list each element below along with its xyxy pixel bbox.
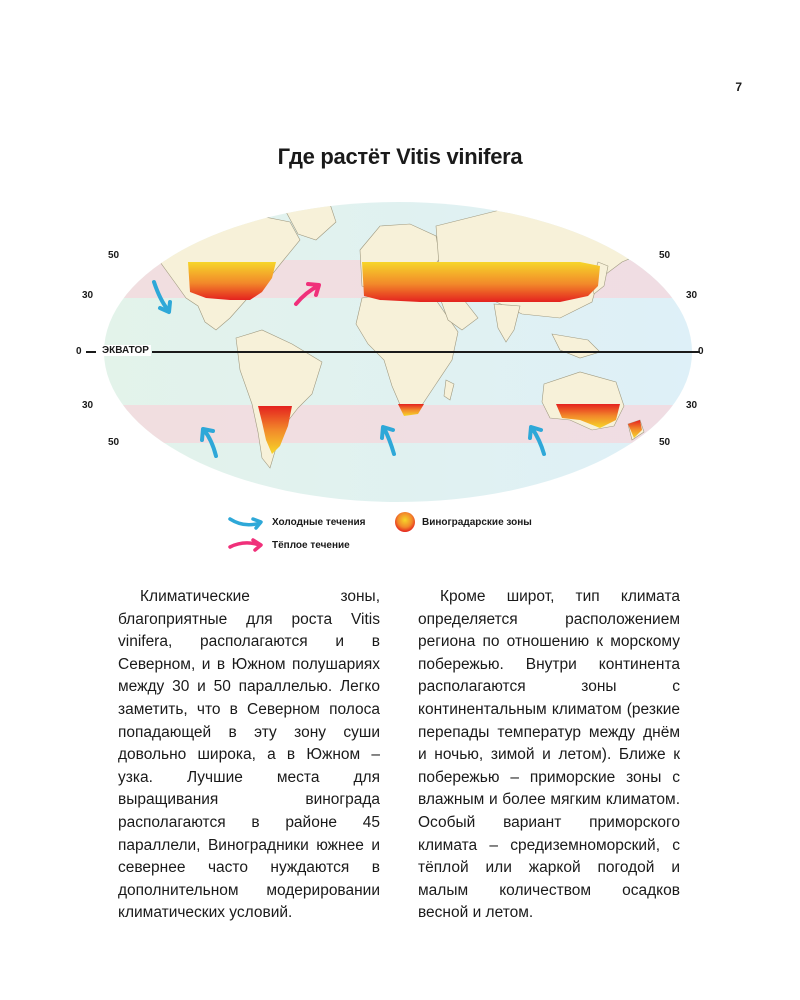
lat-label-s30-right: 30 [686,400,698,411]
wine-zone-legend-icon [394,511,416,533]
lat-label-n50-left: 50 [108,250,120,261]
equator-label: ЭКВАТОР [102,345,149,356]
lat-label-s30-left: 30 [82,400,94,411]
body-text-right: Кроме широт, тип климата определяется расположением региона по отношению к морскому побережью. Внутри континента располагаются зоны с континентальным климатом (резкие перепады температур между днём и ночью, зимой и летом). Ближе к побережью – приморские зоны с влажным и более мягким климатом. Особый вариант приморского климата – средиземноморский, с тёплой или жаркой погодой и малым количеством осадков весной и летом. [418,588,680,922]
cold-current-legend-icon [226,514,266,530]
lat-label-s50-left: 50 [108,437,120,448]
lat-label-n30-right: 30 [686,290,698,301]
lat-label-zero-left: 0 [76,346,82,357]
legend-warm-label: Тёплое течение [272,540,350,551]
page-number: 7 [735,80,742,94]
lat-label-zero-right: 0 [698,346,704,357]
lat-label-n30-left: 30 [82,290,94,301]
page-title: Где растёт Vitis vinifera [277,144,523,169]
body-text-left: Климатические зоны, благоприятные для роста Vitis vinifera, располагаются и в Северном, и в Южном полушариях между 30 и 50 параллелью. Легко заметить, что в Северном полоса попадающей в эту зону суши довольно широка, а в Южном – узка. Лучшие места для выращивания винограда располагаются в районе 45 параллели, Виноградники южнее и севернее часто нуждаются в дополнительном модерировании климатических условий. [118,588,380,922]
zone-eurasia [362,262,600,302]
warm-current-legend-icon [226,537,266,553]
lat-label-s50-right: 50 [659,437,671,448]
legend-cold-label: Холодные течения [272,517,366,528]
lat-label-n50-right: 50 [659,250,671,261]
legend-zones-label: Виноградарские зоны [422,517,532,528]
